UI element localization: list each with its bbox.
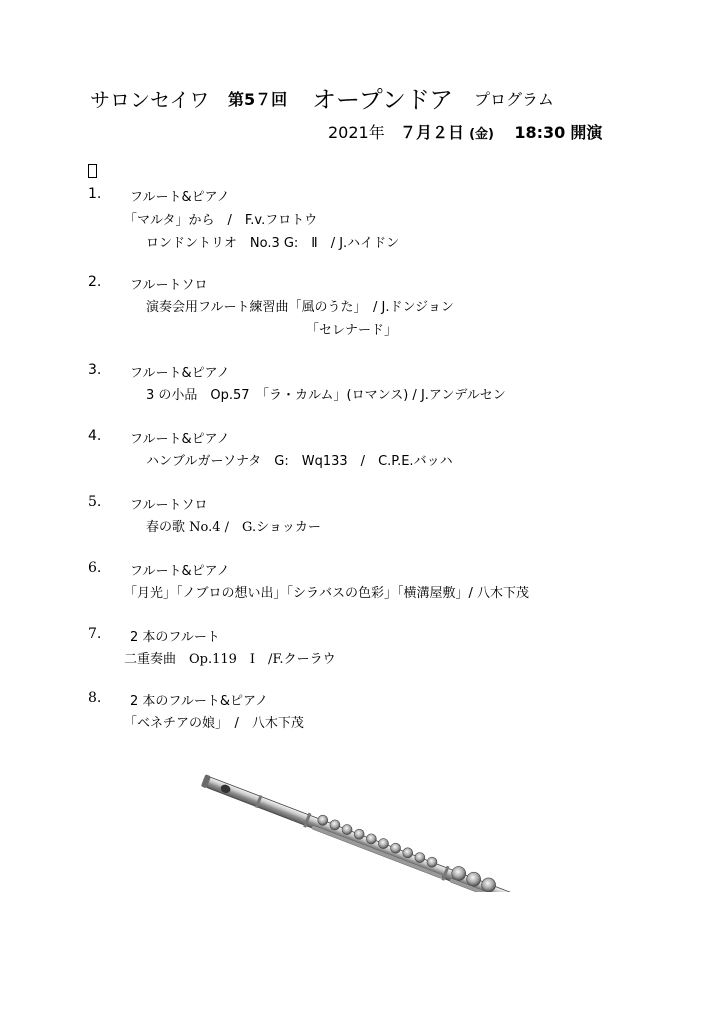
start-label: 開演	[570, 123, 603, 142]
flute-illustration	[200, 772, 564, 892]
item-instrumentation: フルート&ピアノ	[130, 190, 230, 205]
item-piece: ハンブルガーソナタ G: Wq133 / C.P.E.バッハ	[146, 454, 453, 469]
item-piece: 演奏会用フルート練習曲「風のうた」 / J.ドンジョン	[146, 300, 454, 315]
edition-number: 第5７回	[228, 90, 288, 109]
item-number: 2.	[88, 274, 102, 290]
item-number: 8.	[88, 690, 102, 706]
item-number: 3.	[88, 362, 102, 378]
item-piece: 「月光」「ノブロの想い出」「シラバスの色彩」「横溝屋敷」/ 八木下茂	[124, 586, 530, 601]
salon-name: サロンセイワ	[90, 88, 210, 112]
item-piece: ロンドントリオ No.3 G: Ⅱ / J.ハイドン	[146, 236, 400, 251]
item-number: 5.	[88, 494, 102, 510]
item-instrumentation: 2 本のフルート	[130, 630, 220, 645]
item-number: 1.	[88, 186, 102, 202]
item-piece: 「ベネチアの娘」 / 八木下茂	[124, 716, 304, 731]
item-instrumentation: フルートソロ	[130, 498, 208, 513]
item-number: 7.	[88, 626, 102, 642]
item-piece: 3 の小品 Op.57 「ラ・カルム」(ロマンス) / J.アンデルセン	[146, 388, 506, 403]
item-number: 6.	[88, 560, 102, 576]
flute-image	[200, 772, 564, 892]
item-piece: 「マルタ」から / F.v.フロトウ	[124, 213, 318, 228]
start-time: 18:30	[514, 123, 566, 142]
event-date	[328, 120, 602, 143]
item-instrumentation: 2 本のフルート&ピアノ	[130, 694, 268, 709]
date-month-day: ７月２日	[400, 123, 465, 142]
item-piece: 「セレナード」	[306, 323, 398, 338]
program-label: プログラム	[474, 90, 554, 109]
item-piece: 二重奏曲 Op.119 I /F.クーラウ	[124, 652, 336, 667]
date-weekday: (金)	[469, 127, 494, 142]
event-name: オープンドア	[312, 86, 454, 114]
item-number: 4.	[88, 428, 102, 444]
item-instrumentation: フルート&ピアノ	[130, 432, 230, 447]
item-instrumentation: フルート&ピアノ	[130, 366, 230, 381]
item-piece: 春の歌 No.4 / G.ショッカー	[146, 520, 321, 535]
missing-glyph-box	[88, 164, 97, 178]
date-year: 2021年	[328, 123, 385, 142]
item-instrumentation: フルートソロ	[130, 278, 208, 293]
item-instrumentation: フルート&ピアノ	[130, 564, 230, 579]
